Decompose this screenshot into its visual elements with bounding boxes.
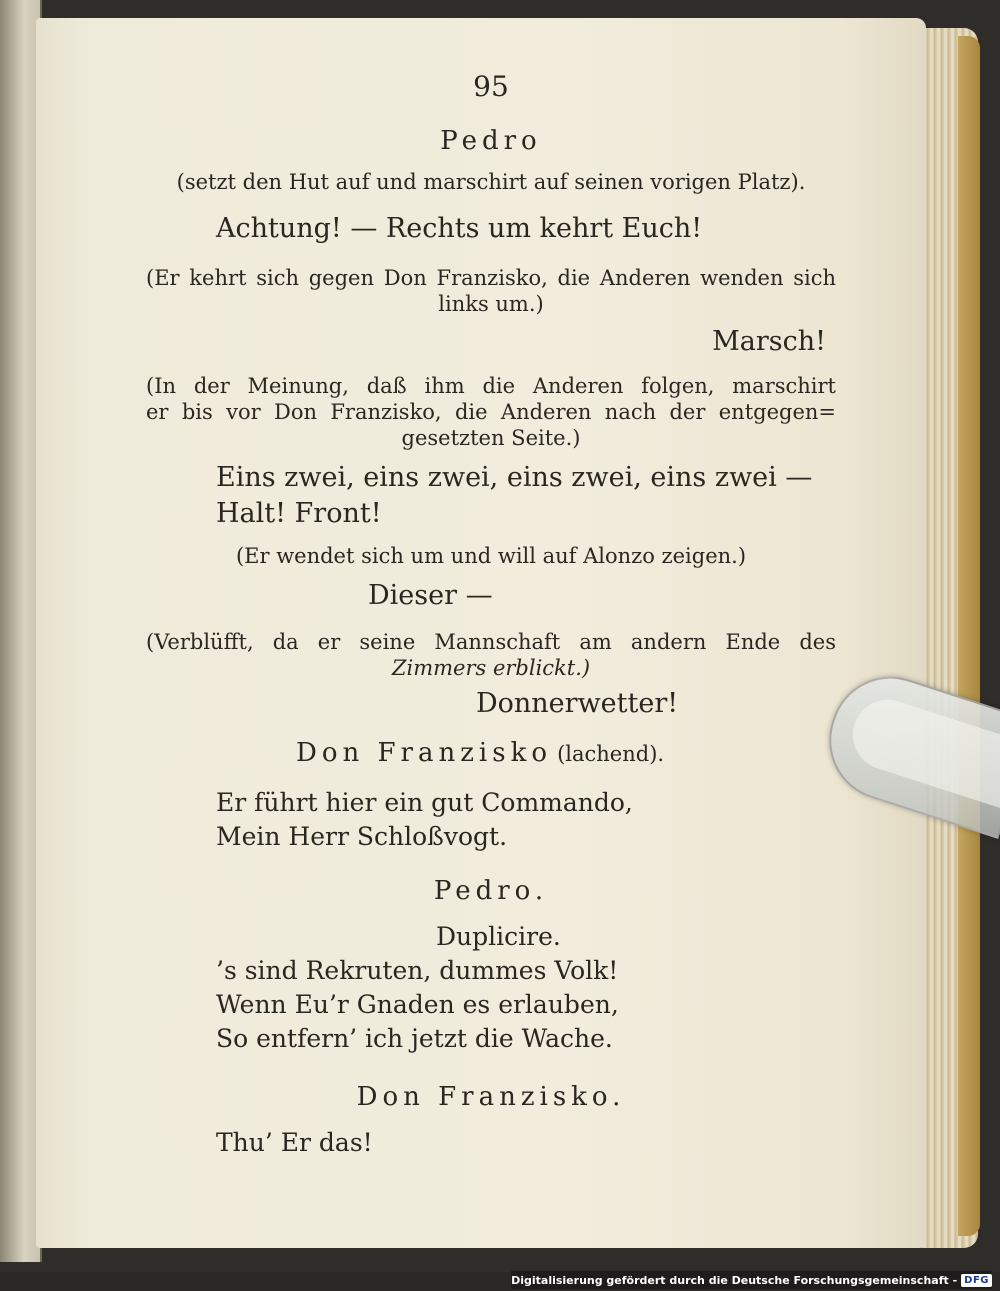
speech-line: Achtung! — Rechts um kehrt Euch! [216,213,703,244]
verse-line: Er führt hier ein gut Commando, [216,788,633,817]
stage-direction: (lachend). [557,742,665,766]
digitization-footer [511,1271,992,1289]
footer-text: Digitalisierung gefördert durch die Deutsche Forschungsgemeinschaft - [511,1273,958,1287]
speech-line: Eins zwei, eins zwei, eins zwei, eins zwei — [216,462,813,493]
book-page [36,18,926,1248]
book-cover-edge [958,36,980,1236]
stage-direction: (setzt den Hut auf und marschirt auf seinen vorigen Platz). [176,170,806,194]
stage-direction: (Er kehrt sich gegen Don Franzisko, die Anderen wenden sich [146,266,836,290]
speech-line: Marsch! [712,326,826,357]
stage-direction: er bis vor Don Franzisko, die Anderen nach der entgegen= [146,400,836,424]
stage-direction: links um.) [438,292,544,316]
speech-line: Halt! Front! [216,498,382,529]
stage-direction: (Er wendet sich um und will auf Alonzo zeigen.) [235,544,747,568]
verse-line: So entfern’ ich jetzt die Wache. [216,1024,613,1053]
stage-direction: (Verblüfft, da er seine Mannschaft am andern Ende des [146,630,836,654]
verse-line: Wenn Eu’r Gnaden es erlauben, [216,990,619,1019]
verse-line: Mein Herr Schloßvogt. [216,822,508,851]
page-clip-highlight [844,691,1000,810]
dfg-logo-icon: DFG [961,1274,992,1287]
verse-line: ’s sind Rekruten, dummes Volk! [216,956,619,985]
speaker-franzisko: Don Franzisko. [356,1082,626,1112]
speaker-franzisko: Don Franzisko [296,738,552,768]
verse-line: Thu’ Er das! [216,1128,373,1157]
speaker-franzisko-row [296,738,664,768]
page-number: 95 [473,70,509,103]
stage-direction: Zimmers erblickt.) [391,656,591,680]
speech-line: Dieser — [368,580,493,611]
speech-line: Donnerwetter! [476,688,679,719]
stage-direction: gesetzten Seite.) [401,426,581,450]
verse-line: Duplicire. [436,922,561,951]
speaker-pedro: Pedro. [433,876,549,906]
speaker-pedro: Pedro [440,126,542,156]
stage-direction: (In der Meinung, daß ihm die Anderen folgen, marschirt [146,374,836,398]
